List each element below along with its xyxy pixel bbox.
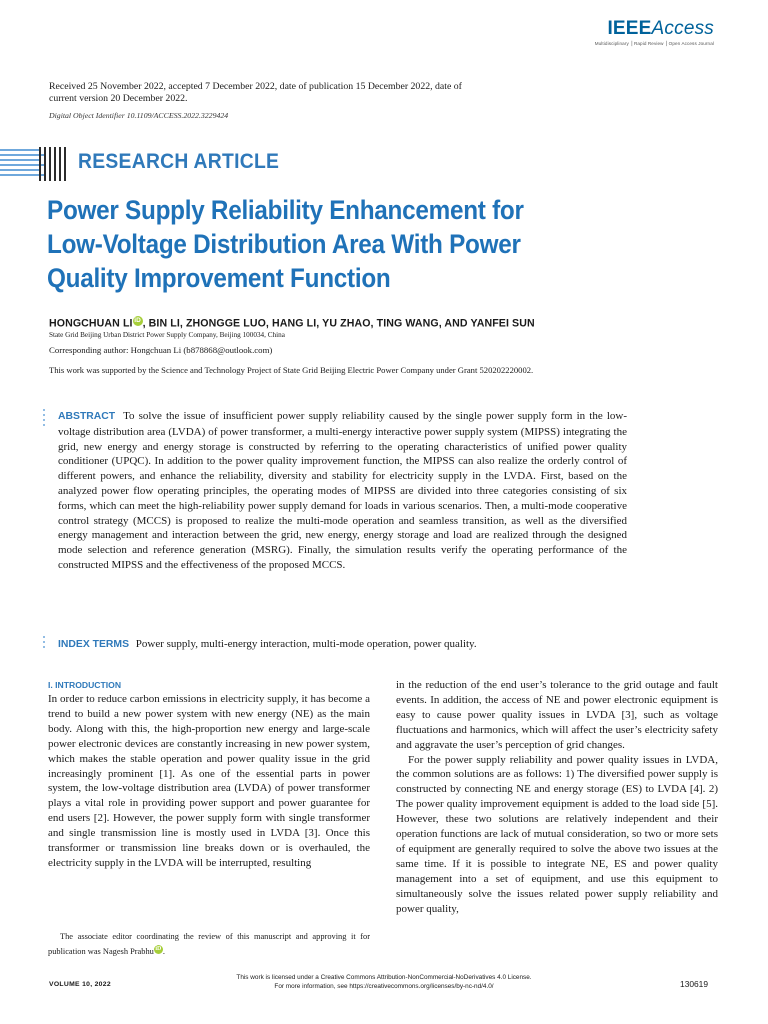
banner-bars-decoration <box>39 147 69 181</box>
index-terms <box>58 637 627 652</box>
doi: Digital Object Identifier 10.1109/ACCESS.2022.3229424 <box>49 111 229 120</box>
abstract <box>58 409 627 573</box>
article-type-banner <box>0 147 280 183</box>
footnote-text: The associate editor coordinating the review of this manuscript and approving it for publication was Nagesh Prabhu <box>48 932 370 956</box>
orcid-icon[interactable]: iD <box>134 317 141 324</box>
logo-ieee: IEEE <box>607 18 652 39</box>
right-column <box>396 678 718 917</box>
author-list <box>49 316 535 330</box>
left-column <box>48 678 370 871</box>
funding-note: This work was supported by the Science and Technology Project of State Grid Beijing Electric Power Company under Grant 520202220002. <box>49 365 534 375</box>
affiliation: State Grid Beijing Urban District Power Supply Company, Beijing 100034, China <box>49 331 285 339</box>
section-heading-introduction: I. INTRODUCTION <box>48 680 122 690</box>
page-number: 130619 <box>680 979 708 989</box>
intro-paragraph-2: For the power supply reliability and power quality issues in LVDA, the common solutions are as follows: 1) The diversified power supply is constructed by connecting NE and energy storage (ES) to LVDA [4]. 2) The power quality improvement equipment is added to the load side [5]. However, these two solutions are relatively independent and their operation functions are lack of mutual consideration, so two or more sets of equipment are generally required to solve the above two issues at the same time. If it is possible to integrate NE, ES and power quality management into a set of equipment, and use this equipment to simultaneously solve the issues related power supply reliability and power quality, <box>396 753 718 915</box>
logo-wordmark <box>0 18 714 40</box>
editor-footnote <box>48 929 370 959</box>
index-dots-decoration <box>43 636 47 651</box>
license-link[interactable]: For more information, see https://creativecommons.org/licenses/by-nc-nd/4.0/ <box>274 983 494 990</box>
abstract-dots-decoration <box>43 409 47 429</box>
received-dates: Received 25 November 2022, accepted 7 December 2022, date of publication 15 December 2022, date of current version 20 December 2022. <box>49 81 462 104</box>
index-terms-text: Power supply, multi-energy interaction, multi-mode operation, power quality. <box>135 638 477 650</box>
logo-access: Access <box>651 18 714 39</box>
corresponding-author: Corresponding author: Hongchuan Li (b878868@outlook.com) <box>49 345 273 355</box>
abstract-text: To solve the issue of insufficient power supply reliability caused by the single power supply form in the low-voltage distribution area (LVDA) of power transformer, a multi-energy interactive power supply system (MIPSS) integrating the grid, new energy and energy storage is constructed by referring to the operating characteristics of unified power quality conditioner (UPQC). In addition to the power quality improvement function, the MIPSS can also realize the orderly control of different powers, and enhance the reliability, diversity and stability for electricity supply in the LVDA. First, based on the analyzed power flow operating principles, the operating modes of MIPSS are divided into three categories consisting of six forms, which can meet the high-reliability power supply demand for loads in various scenarios. Then, a multi-mode cooperative control strategy (MCCS) is proposed to realize the multi-mode operation and seamless transition, as well as the diversified energy management and interaction between the grid, new energy, energy storage and load are realized through the designed mode selection and reference generation (MSRG). Finally, the simulation results verify the operating performance of the constructed MIPSS and the effectiveness of the proposed MCCS. <box>58 410 627 571</box>
logo-tagline: Multidisciplinary ⎟ Rapid Review ⎟ Open Access Journal <box>594 41 714 46</box>
intro-paragraph-1: In order to reduce carbon emissions in electricity supply, it has become a trend to build a new power system with new energy (NE) as the main body. Along with this, the high-proportion new energy and large-scale power electronic devices are constantly increasing in new power system, which makes the stable operation and power quality issue in the grid increasingly prominent [1]. As one of the essential parts in power system, the low-voltage distribution area (LVDA) of power transformer plays a vital role in providing power support and power guarantee for end users [2]. However, the power supply form with single transformer and single transmission line is mostly used in LVDA [3]. Once this transformer or transmission line breaks down or is overhauled, the electricity supply in the LVDA will be interrupted, resulting <box>48 693 370 869</box>
license-notice <box>0 973 768 991</box>
volume-label: VOLUME 10, 2022 <box>49 981 111 988</box>
paper-title: Power Supply Reliability Enhancement for Low-Voltage Distribution Area With Power Quality Improvement Function <box>47 195 524 293</box>
abstract-label: ABSTRACT <box>58 411 116 422</box>
article-type-label: RESEARCH ARTICLE <box>78 150 280 173</box>
other-authors: , BIN LI, ZHONGGE LUO, HANG LI, YU ZHAO, TING WANG, AND YANFEI SUN <box>142 317 535 330</box>
editor-orcid-icon[interactable]: iD <box>155 946 162 953</box>
footnote-tail: . <box>162 947 165 956</box>
license-line-1: This work is licensed under a Creative Commons Attribution-NonCommercial-NoDerivatives 4.0 License. <box>236 974 532 981</box>
intro-paragraph-1-continued: in the reduction of the end user’s tolerance to the grid outage and fault events. In addition, the access of NE and power electronic equipment is easy to cause power quality issues in LVDA [3], such as voltage fluctuations and harmonics, which will affect the user’s electricity safety and aggravate the user’s perception of grid changes. <box>396 679 718 751</box>
first-author: HONGCHUAN LI <box>49 317 133 330</box>
index-terms-label: INDEX TERMS <box>58 639 130 650</box>
journal-logo <box>0 18 714 48</box>
